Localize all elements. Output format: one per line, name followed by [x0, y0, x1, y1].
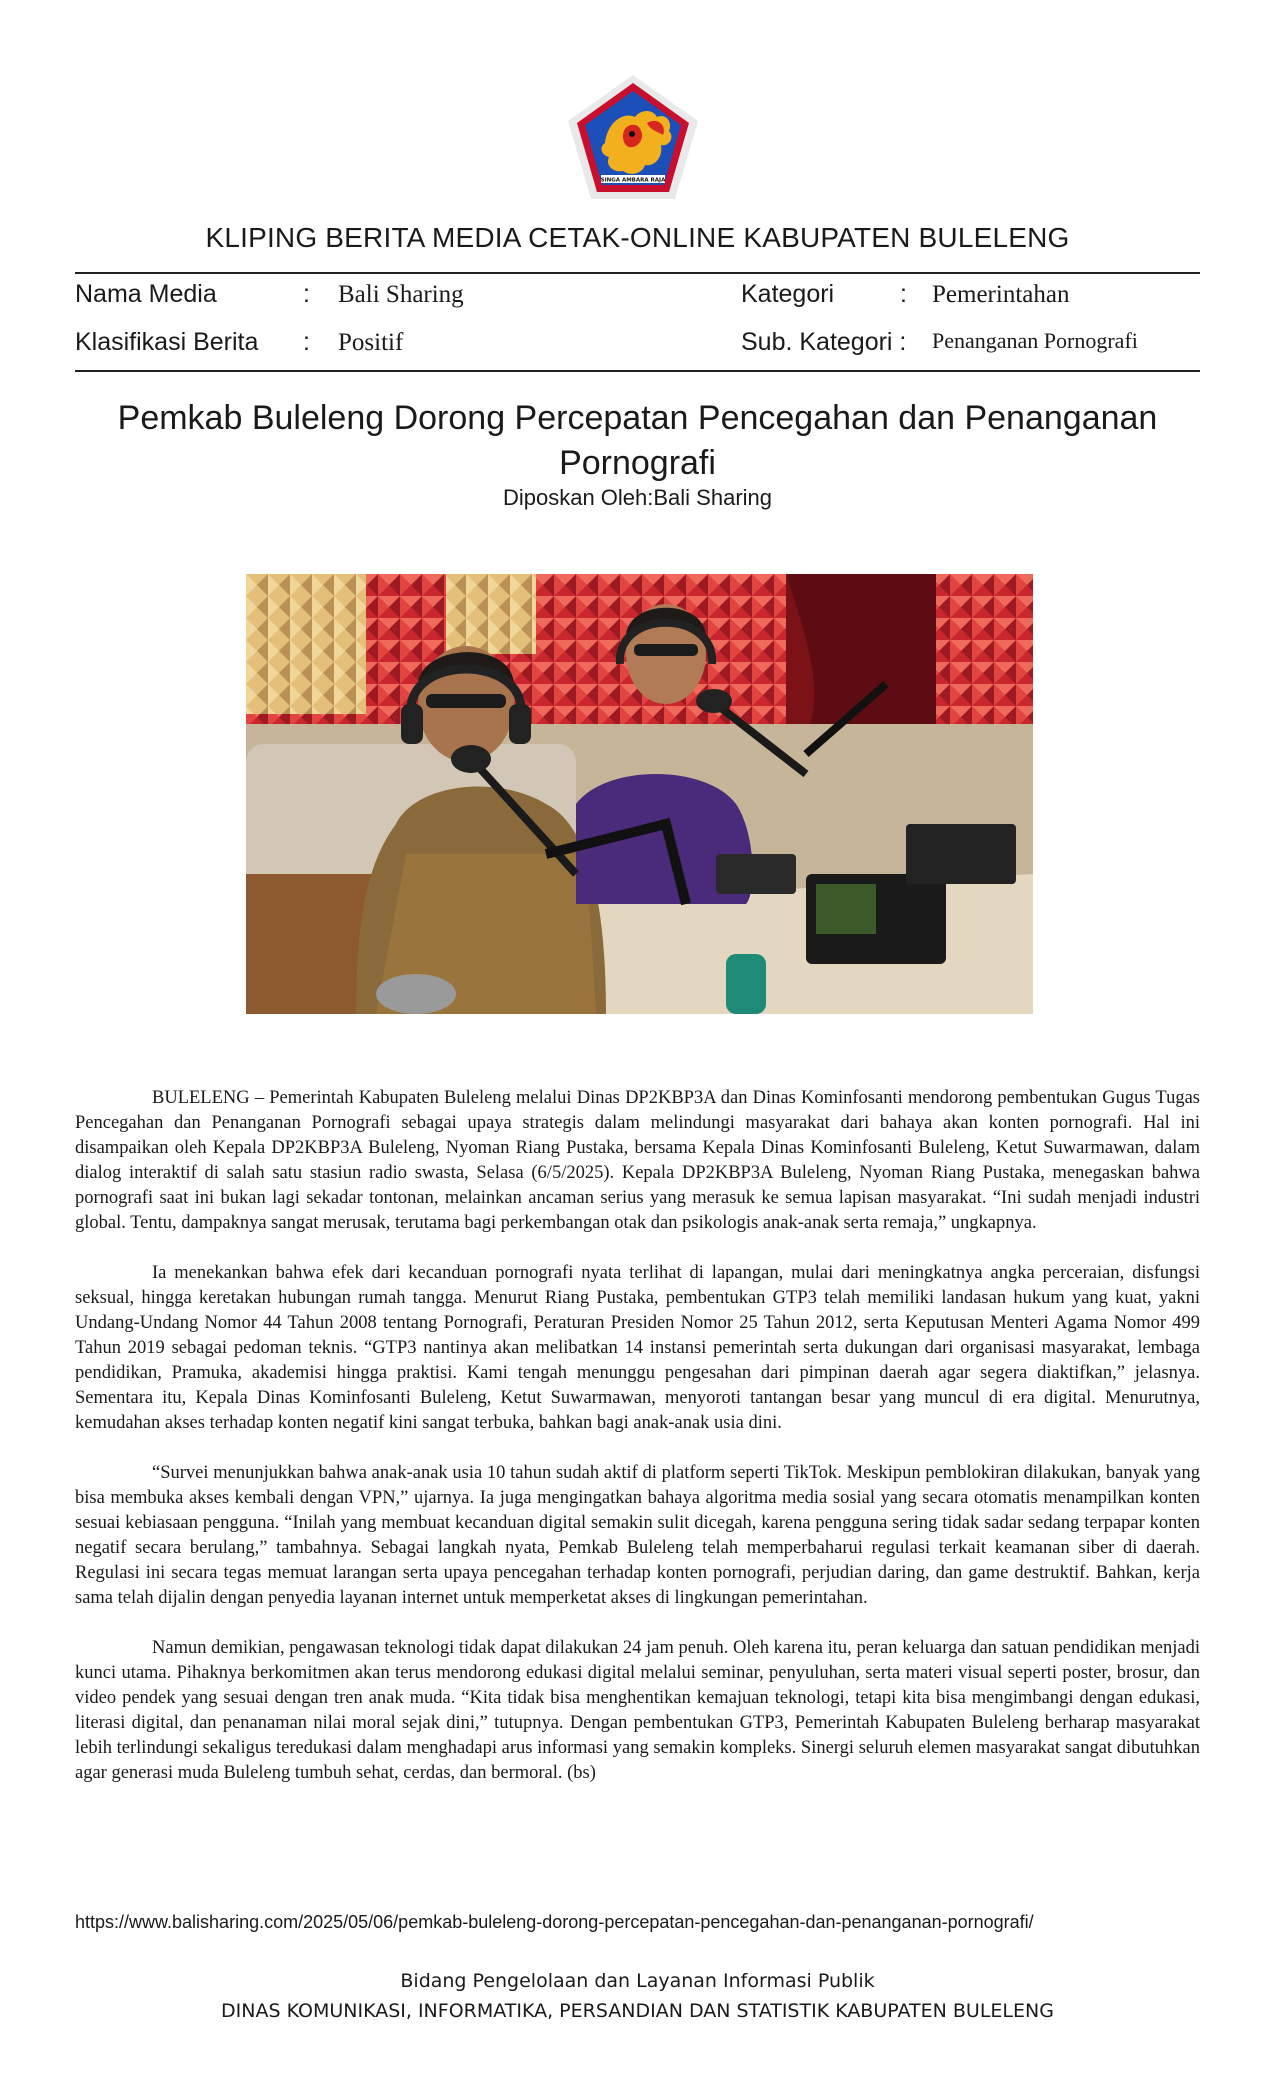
media-name-label: Nama Media: [75, 280, 217, 308]
header-divider-top: [75, 272, 1200, 274]
classification-label: Klasifikasi Berita: [75, 328, 259, 356]
category-value: Pemerintahan: [932, 281, 1070, 308]
category-colon: :: [900, 280, 907, 308]
subcategory-label: Sub. Kategori :: [741, 328, 907, 356]
classification-value: Positif: [338, 329, 404, 356]
media-name-colon: :: [303, 280, 310, 308]
article-paragraph: Ia menekankan bahwa efek dari kecanduan pornografi nyata terlihat di lapangan, mulai dari meningkatnya angka perceraian, disfungsi seksual, hingga keretakan hubungan rumah tangga. Menurut Riang Pustaka, pembentukan GTP3 telah memiliki landasan hukum yang kuat, yakni Undang-Undang Nomor 44 Tahun 2008 tentang Pornografi, Peraturan Presiden Nomor 25 Tahun 2012, serta Keputusan Menteri Agama Nomor 499 Tahun 2019 sebagai pedoman teknis. “GTP3 nantinya akan melibatkan 14 instansi pemerintah serta dukungan dari organisasi masyarakat, lembaga pendidikan, Pramuka, akademisi hingga praktisi. Kami tengah menunggu pengesahan dari pimpinan daerah agar segera diaktifkan,” jelasnya. Sementara itu, Kepala Dinas Kominfosanti Buleleng, Ketut Suwarmawan, menyoroti tantangan besar yang muncul di era digital. Menurutnya, kemudahan akses terhadap konten negatif kini sangat terbuka, bahkan bagi anak-anak usia dini.: [75, 1263, 1200, 1433]
article-paragraph: “Survei menunjukkan bahwa anak-anak usia 10 tahun sudah aktif di platform seperti TikTok. Meskipun pemblokiran dilakukan, banyak yang bisa membuka akses kembali dengan VPN,” ujarnya. Ia juga mengingatkan bahaya algoritma media sosial yang secara otomatis menampilkan konten sesuai kebiasaan pengguna. “Inilah yang membuat kecanduan digital semakin sulit dicegah, karena pengguna sering tidak sadar sedang terpapar konten negatif secara berulang,” tambahnya. Sebagai langkah nyata, Pemkab Buleleng telah memperbaharui regulasi terkait keamanan siber di daerah. Regulasi ini secara tegas memuat larangan serta upaya pencegahan terhadap konten pornografi, perjudian daring, dan game destruktif. Bahkan, kerja sama telah dijalin dengan penyedia layanan internet untuk memperketat akses di lingkungan pemerintahan.: [75, 1463, 1200, 1608]
footer-department: Bidang Pengelolaan dan Layanan Informasi Publik: [400, 1970, 875, 1992]
article-byline: Diposkan Oleh:Bali Sharing: [502, 485, 773, 510]
article-body: [75, 1086, 1200, 1811]
category-label: Kategori: [741, 280, 835, 308]
classification-colon: :: [303, 328, 310, 356]
document-header-title: KLIPING BERITA MEDIA CETAK-ONLINE KABUPATEN BULELENG: [205, 222, 1070, 253]
article-photo: [246, 574, 1033, 1014]
source-url-link[interactable]: https://www.balisharing.com/2025/05/06/pemkab-buleleng-dorong-percepatan-pencegahan-dan-penanganan-pornografi/: [75, 1912, 1034, 1932]
article-paragraph: BULELENG – Pemerintah Kabupaten Buleleng melalui Dinas DP2KBP3A dan Dinas Kominfosanti mendorong pembentukan Gugus Tugas Pencegahan dan Penanganan Pornografi sebagai upaya strategis dalam melindungi masyarakat dari bahaya akan konten pornografi. Hal ini disampaikan oleh Kepala DP2KBP3A Buleleng, Nyoman Riang Pustaka, bersama Kepala Dinas Kominfosanti Buleleng, Ketut Suwarmawan, dalam dialog interaktif di salah satu stasiun radio swasta, Selasa (6/5/2025). Kepala DP2KBP3A Buleleng, Nyoman Riang Pustaka, menegaskan bahwa pornografi saat ini bukan lagi sekadar tontonan, melainkan ancaman serius yang merasuk ke semua lapisan masyarakat. “Ini sudah menjadi industri global. Tentu, dampaknya sangat merusak, terutama bagi perkembangan otak dan psikologis anak-anak serta remaja,” ungkapnya.: [75, 1088, 1200, 1233]
article-paragraph: Namun demikian, pengawasan teknologi tidak dapat dilakukan 24 jam penuh. Oleh karena itu, peran keluarga dan satuan pendidikan menjadi kunci utama. Pihaknya berkomitmen akan terus mendorong edukasi digital melalui seminar, penyuluhan, serta materi visual seperti poster, brosur, dan video pendek yang sesuai dengan tren anak muda. “Kita tidak bisa menghentikan kemajuan teknologi, tetapi kita bisa mengimbangi dengan edukasi, literasi digital, dan penanaman nilai moral sejak dini,” tutupnya. Dengan pembentukan GTP3, Pemerintah Kabupaten Buleleng berharap masyarakat lebih terlindungi sekaligus teredukasi dalam menghadapi arus informasi yang semakin kompleks. Sinergi seluruh elemen masyarakat sangat dibutuhkan agar generasi muda Buleleng tumbuh sehat, cerdas, dan bermoral. (bs): [75, 1638, 1200, 1783]
media-name-value: Bali Sharing: [338, 281, 464, 308]
subcategory-value: Penanganan Pornografi: [932, 328, 1138, 353]
emblem-motto: SINGA AMBARA RAJA: [600, 177, 666, 184]
header-divider-bottom: [75, 370, 1200, 372]
footer-agency: DINAS KOMUNIKASI, INFORMATIKA, PERSANDIAN DAN STATISTIK KABUPATEN BULELENG: [221, 2000, 1054, 2022]
buleleng-emblem-icon: [565, 73, 701, 203]
article-title: Pemkab Buleleng Dorong Percepatan Pencegahan dan Penanganan Pornografi: [117, 399, 1158, 482]
